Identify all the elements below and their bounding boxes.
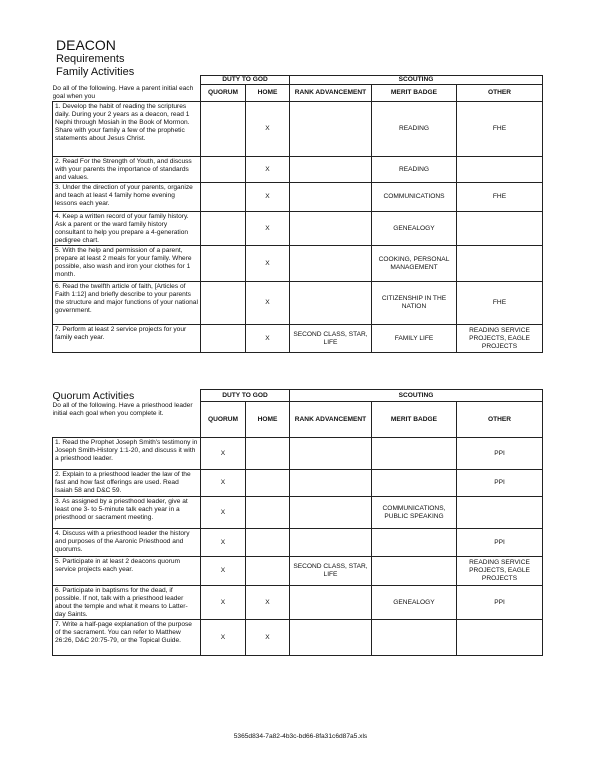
- home-cell: [246, 438, 290, 470]
- quorum-cell: X: [201, 470, 246, 497]
- table-row: [53, 183, 543, 212]
- merit-cell: [372, 470, 457, 497]
- other-cell: PPI: [457, 470, 543, 497]
- family-intro: Do all of the following. Have a parent initial each goal when you: [52, 84, 194, 100]
- table-row: [53, 586, 543, 620]
- table-row: [53, 470, 543, 497]
- rank-cell: [290, 586, 372, 620]
- home-cell: [246, 497, 290, 529]
- scouting-header: SCOUTING: [290, 390, 543, 402]
- col-merit-header: MERIT BADGE: [372, 402, 457, 438]
- rank-cell: [290, 157, 372, 183]
- merit-cell: [372, 557, 457, 586]
- other-cell: [457, 246, 543, 282]
- footer-filename: 5365d834-7a82-4b3c-bd66-8fa31c6d87a5.xls: [233, 733, 368, 740]
- merit-cell: [372, 438, 457, 470]
- col-rank-header: RANK ADVANCEMENT: [290, 85, 372, 102]
- home-cell: [246, 557, 290, 586]
- merit-cell: [372, 620, 457, 656]
- rank-cell: [290, 102, 372, 157]
- duty-to-god-header: DUTY TO GOD: [201, 390, 290, 402]
- table-row: [53, 438, 543, 470]
- other-cell: READING SERVICE PROJECTS, EAGLE PROJECTS: [457, 557, 543, 586]
- rank-cell: [290, 470, 372, 497]
- other-cell: FHE: [457, 102, 543, 157]
- quorum-cell: [201, 157, 246, 183]
- home-cell: [246, 529, 290, 557]
- row-description: 1. Read the Prophet Joseph Smith's testimony in Joseph Smith-History 1:1-20, and discuss it with a priesthood leader.: [53, 438, 201, 470]
- row-description: 7. Perform at least 2 service projects for your family each year.: [53, 325, 201, 353]
- rank-cell: [290, 497, 372, 529]
- other-cell: PPI: [457, 438, 543, 470]
- rank-cell: SECOND CLASS, STAR, LIFE: [290, 557, 372, 586]
- row-description: 4. Discuss with a priesthood leader the history and purposes of the Aaronic Priesthood and quorums.: [53, 529, 201, 557]
- table-row: [53, 157, 543, 183]
- quorum-cell: X: [201, 529, 246, 557]
- col-merit-header: MERIT BADGE: [372, 85, 457, 102]
- row-description: 2. Read For the Strength of Youth, and discuss with your parents the importance of standards and values.: [53, 157, 201, 183]
- col-quorum-header: QUORUM: [201, 402, 246, 438]
- rank-cell: [290, 620, 372, 656]
- rank-cell: SECOND CLASS, STAR, LIFE: [290, 325, 372, 353]
- home-cell: X: [246, 102, 290, 157]
- table-row: [53, 246, 543, 282]
- duty-to-god-header: DUTY TO GOD: [201, 76, 290, 85]
- rank-cell: [290, 529, 372, 557]
- family-activities-table: [52, 75, 543, 353]
- merit-cell: READING: [372, 102, 457, 157]
- row-description: 5. With the help and permission of a parent, prepare at least 2 meals for your family. Where possible, also wash and iron your clothes for 1 month.: [53, 246, 201, 282]
- row-description: 6. Participate in baptisms for the dead, if possible. If not, talk with a priesthood leader about the temple and what it means to Latter-day Saints.: [53, 586, 201, 620]
- merit-cell: GENEALOGY: [372, 586, 457, 620]
- quorum-cell: [201, 183, 246, 212]
- table-row: [53, 497, 543, 529]
- quorum-cell: X: [201, 438, 246, 470]
- section-title-family: Family Activities: [56, 66, 135, 78]
- page-subtitle: Requirements: [56, 53, 125, 65]
- row-description: 1. Develop the habit of reading the scriptures daily. During your 2 years as a deacon, read 1 Nephi through Mosiah in the Book of Mormon. Share with your family a few of the prophetic statements about Jesus Christ.: [53, 102, 201, 157]
- quorum-cell: X: [201, 557, 246, 586]
- quorum-cell: [201, 212, 246, 246]
- col-rank-header: RANK ADVANCEMENT: [290, 402, 372, 438]
- home-cell: X: [246, 282, 290, 325]
- page-title: DEACON: [56, 37, 116, 53]
- col-home-header: HOME: [246, 85, 290, 102]
- row-description: 5. Participate in at least 2 deacons quorum service projects each year.: [53, 557, 201, 586]
- table-row: [53, 102, 543, 157]
- row-description: 3. Under the direction of your parents, organize and teach at least 4 family home evening lessons each year.: [53, 183, 201, 212]
- quorum-cell: X: [201, 497, 246, 529]
- rank-cell: [290, 183, 372, 212]
- quorum-intro: Do all of the following. Have a priesthood leader initial each goal when you complete it.: [52, 401, 193, 417]
- table-row: [53, 212, 543, 246]
- home-cell: X: [246, 157, 290, 183]
- quorum-activities-table: [52, 389, 543, 656]
- home-cell: X: [246, 620, 290, 656]
- quorum-cell: X: [201, 620, 246, 656]
- rank-cell: [290, 438, 372, 470]
- other-cell: FHE: [457, 183, 543, 212]
- rank-cell: [290, 282, 372, 325]
- home-cell: [246, 470, 290, 497]
- quorum-cell: [201, 282, 246, 325]
- scouting-header: SCOUTING: [290, 76, 543, 85]
- col-other-header: OTHER: [457, 402, 543, 438]
- other-cell: FHE: [457, 282, 543, 325]
- other-cell: [457, 212, 543, 246]
- rank-cell: [290, 246, 372, 282]
- other-cell: PPI: [457, 586, 543, 620]
- merit-cell: COMMUNICATIONS, PUBLIC SPEAKING: [372, 497, 457, 529]
- row-description: 3. As assigned by a priesthood leader, give at least one 3- to 5-minute talk each year in a priesthood or sacrament meeting.: [53, 497, 201, 529]
- blank-corner: [53, 76, 201, 85]
- other-cell: READING SERVICE PROJECTS, EAGLE PROJECTS: [457, 325, 543, 353]
- merit-cell: READING: [372, 157, 457, 183]
- rank-cell: [290, 212, 372, 246]
- row-description: 2. Explain to a priesthood leader the law of the fast and how fast offerings are used. Read Isaiah 58 and D&C 59.: [53, 470, 201, 497]
- merit-cell: COMMUNICATIONS: [372, 183, 457, 212]
- other-cell: PPI: [457, 529, 543, 557]
- merit-cell: [372, 529, 457, 557]
- table-row: [53, 557, 543, 586]
- merit-cell: CITIZENSHIP IN THE NATION: [372, 282, 457, 325]
- quorum-cell: X: [201, 586, 246, 620]
- section-title-quorum: Quorum Activities: [52, 389, 135, 402]
- row-description: 6. Read the twelfth article of faith, [Articles of Faith 1:12] and briefly describe to your parents the structure and major functions of your national government.: [53, 282, 201, 325]
- col-quorum-header: QUORUM: [201, 85, 246, 102]
- quorum-cell: [201, 246, 246, 282]
- col-home-header: HOME: [246, 402, 290, 438]
- quorum-cell: [201, 325, 246, 353]
- table-row: [53, 529, 543, 557]
- row-description: 4. Keep a written record of your family history. Ask a parent or the ward family history consultant to help you prepare a 4-generation pedigree chart.: [53, 212, 201, 246]
- other-cell: [457, 620, 543, 656]
- home-cell: X: [246, 212, 290, 246]
- home-cell: X: [246, 325, 290, 353]
- home-cell: X: [246, 246, 290, 282]
- table-row: [53, 282, 543, 325]
- merit-cell: FAMILY LIFE: [372, 325, 457, 353]
- col-other-header: OTHER: [457, 85, 543, 102]
- other-cell: [457, 497, 543, 529]
- table-row: [53, 620, 543, 656]
- quorum-cell: [201, 102, 246, 157]
- table-row: [53, 325, 543, 353]
- row-description: 7. Write a half-page explanation of the purpose of the sacrament. You can refer to Matthew 26:26, D&C 20:75-79, or the Topical Guide.: [53, 620, 201, 656]
- merit-cell: COOKING, PERSONAL MANAGEMENT: [372, 246, 457, 282]
- home-cell: X: [246, 183, 290, 212]
- other-cell: [457, 157, 543, 183]
- merit-cell: GENEALOGY: [372, 212, 457, 246]
- home-cell: X: [246, 586, 290, 620]
